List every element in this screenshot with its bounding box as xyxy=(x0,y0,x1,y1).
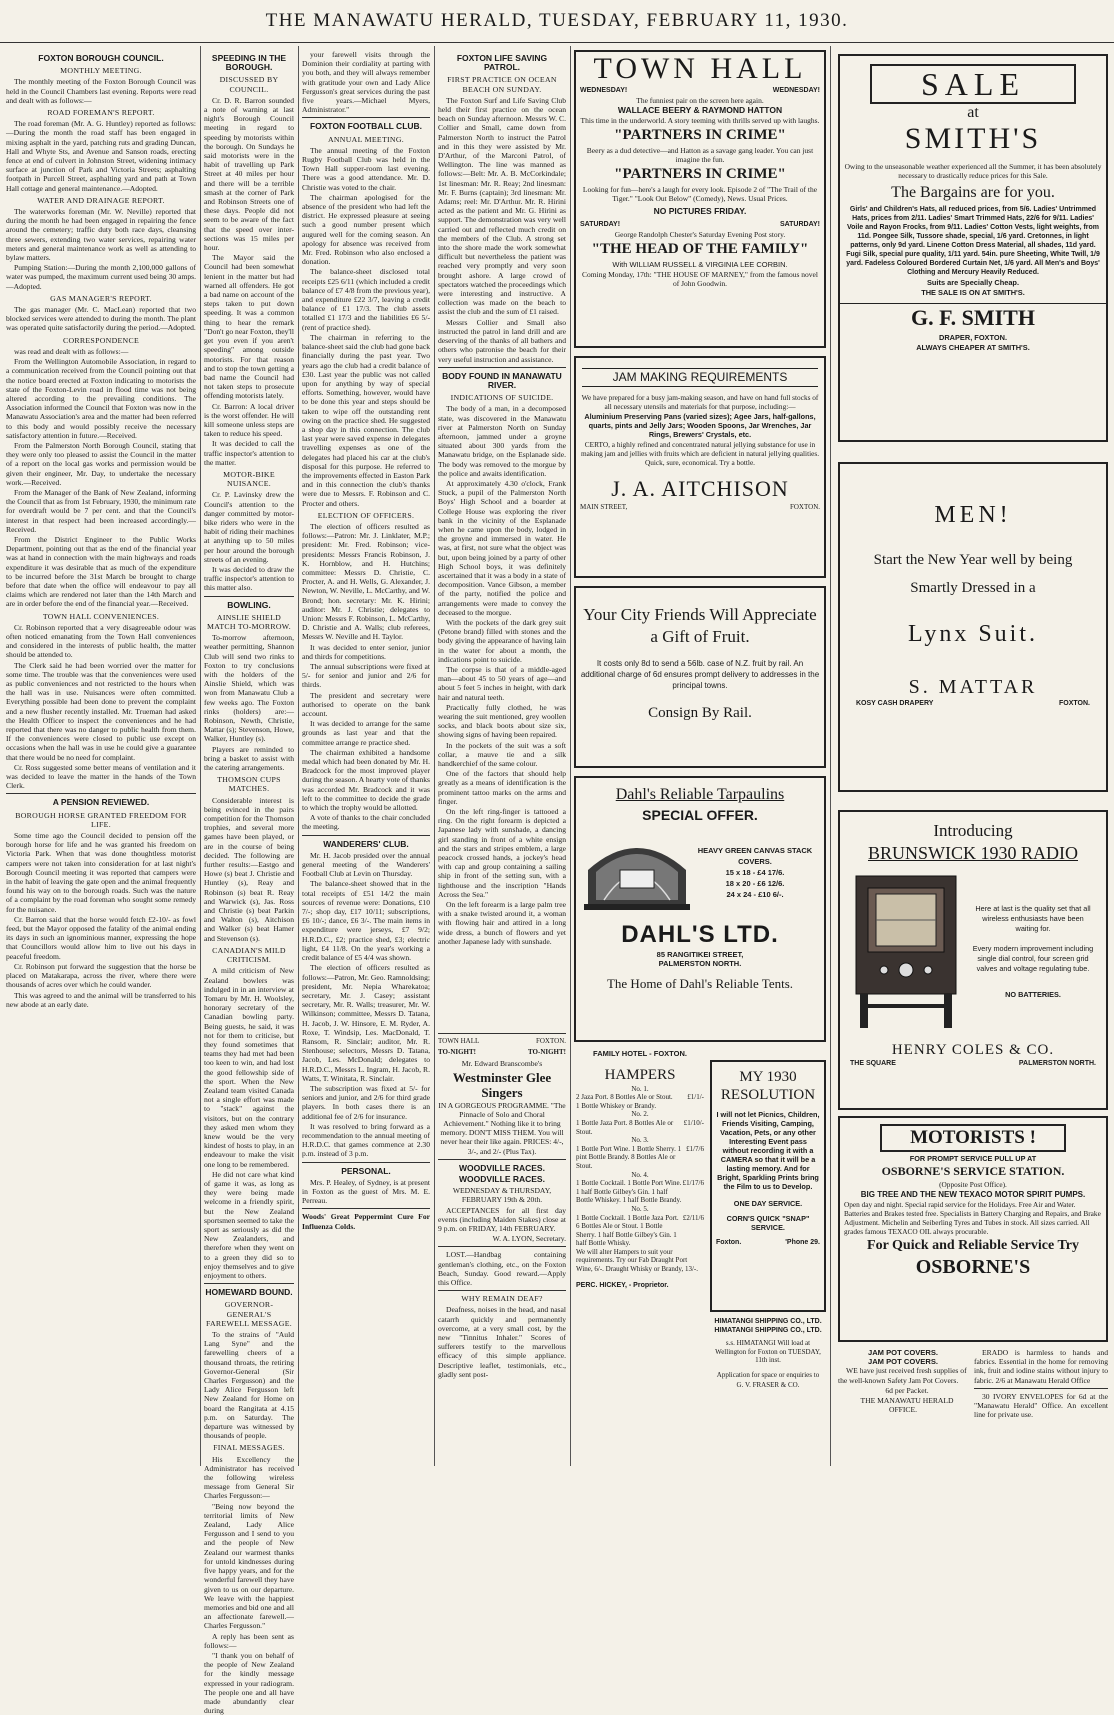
paragraph: Mr. H. Jacob presided over the annual general meeting of the Wanderers' Football Club at Levin on Thursday. xyxy=(302,850,430,879)
brunswick-radio-ad xyxy=(838,810,1108,1110)
paragraph: The chairman in referring to the balance-sheet said the club had gone back financially during the past year. Two years ago the club had a credit balance of £30. Last year the public was not called upon for anything by way of special efforts. Something, however, would have to be done this year and steps should be taken to wipe off the outstanding rent owing on the practice shed. He suggested a shop day in this connection. The club last year were saved expense in delegates travelling expenses as one of the delegates had placed his car at the club's disposal for this purpose. He referred to the improvements effected in Easton Park and in this connection the club's thanks were due to Messrs. F. Robinson and C. Procter and others. xyxy=(302,332,430,508)
masthead: THE MANAWATU HERALD, TUESDAY, FEBRUARY 11, 1930. xyxy=(0,0,1114,43)
subheadline: GAS MANAGER'S REPORT. xyxy=(50,293,152,303)
radio-cabinet-icon xyxy=(846,872,966,1032)
ad-headline: WOODVILLE RACES. xyxy=(459,1174,545,1185)
ad-text: WALLACE BEERY & RAYMOND HATTON xyxy=(617,105,783,115)
ad-name: J. A. AITCHISON xyxy=(611,476,789,501)
paragraph: He did not care what kind of game it was, as long as they were being made welcome in a friendly spirit, but the New Zealand sportsmen seemed to take the sport as seriously as did the New Zealanders, and therefore when they went on to a green they did so to enjoy themselves and to give enjoyment to others. xyxy=(204,1169,294,1280)
ad-text: (Opposite Post Office). xyxy=(939,1180,1007,1189)
ad-title: Dahl's Reliable Tarpaulins xyxy=(615,786,785,803)
subheadline: MONTHLY MEETING. xyxy=(60,66,142,76)
headline: PERSONAL. xyxy=(341,1165,391,1176)
ad-text: TO-NIGHT! xyxy=(438,1048,476,1057)
ad-place: FOXTON. xyxy=(535,1037,566,1045)
divider xyxy=(204,1283,294,1284)
ad-title: RESOLUTION xyxy=(720,1087,816,1103)
paragraph: The annual meeting of the Foxton Rugby Football Club was held in the Town Hall supper-room last evening. There was a good attendance. Mr. D. Christie was voted to the chair. xyxy=(302,145,430,192)
ad-headline: For Quick and Reliable Service Try xyxy=(867,1238,1079,1253)
paragraph: was read and dealt with as follows:— xyxy=(14,346,129,356)
column-1 xyxy=(6,50,196,1465)
subheadline: MOTOR-BIKE NUISANCE. xyxy=(223,469,275,489)
column-3 xyxy=(302,50,430,1465)
paragraph: The road foreman (Mr. A. G. Huntley) reported as follows:—During the month the road staff has been engaged in mixing asphalt in the yard, patching ruts and grading Duncan, Hall and Whyte Sts, and Avenue and Sanson roads, erecting fence at end of culvert in Johnston Street, widening intimacy surface at junction of Park and Victoria Streets; asphalting footpath in Purcell Street, asphalting yard and path at Town Hall cottage and general maintenance.—Adopted. xyxy=(6,119,196,193)
headline: WANDERERS' CLUB. xyxy=(323,838,409,849)
hamper-items: 1 Bottle Port Wine. 1 Bottle Sherry. 1 pint Bottle Brandy. 8 Bottles Ale or Stout. xyxy=(576,1144,682,1170)
paragraph: The balance-sheet disclosed total receipts £25 6/11 (which included a credit balance of £7 4/8 from the previous year), and expenditure £22 3/7, leaving a credit balance of £1 17/3. The club assets totalled £1 17/3 and the liabilities £6 5/- (rent of practice shed). xyxy=(302,267,430,332)
hamper-price: £1/1/- xyxy=(687,1093,704,1102)
ad-title: TOWN HALL xyxy=(593,52,807,85)
ad-headline: Lynx Suit. xyxy=(907,621,1039,647)
ad-headline: The Bargains are for you. xyxy=(891,183,1055,201)
ad-text: THE SALE IS ON AT SMITH'S. xyxy=(921,287,1025,297)
paragraph: With the pockets of the dark grey suit (Petone brand) filled with stones and the body giving the appearance of having lain in the water for about a month, the indications point to suicide. xyxy=(438,617,566,664)
paragraph: Cr. Ross suggested some better means of ventilation and it was decided to leave the matter in the hands of the Town Clerk. xyxy=(6,762,196,791)
divider xyxy=(438,1246,566,1247)
ad-name: HENRY COLES & CO. xyxy=(891,1042,1055,1058)
column-rule xyxy=(830,46,831,1466)
erado-ad xyxy=(974,1348,1108,1466)
ad-headline: WHY REMAIN DEAF? xyxy=(461,1294,543,1304)
hamper-price: £1/17/6 xyxy=(682,1179,704,1188)
jam-pot-covers-ad xyxy=(838,1348,968,1466)
jam-making-ad xyxy=(574,356,826,578)
ad-title: HIMATANGI SHIPPING CO., LTD. xyxy=(714,1326,822,1334)
ad-text: With WILLIAM RUSSELL & VIRGINIA LEE CORBIN. xyxy=(612,260,788,269)
ad-text: BIG TREE AND THE NEW TEXACO MOTOR SPIRIT PUMPS. xyxy=(860,1190,1086,1199)
divider xyxy=(6,793,196,794)
paragraph: Messrs Collier and Small also instructed the patrol in land drill and are deserving of the thanks of all bathers and others who patronise the beach for their very useful instruction and assistance. xyxy=(438,317,566,364)
paragraph: The body of a man, in a decomposed state, was discovered in the Manawatu river at Palmerston North on Sunday afternoon, jammed under a groyne situated about 300 yards from the Manawatu bridge, on the Esplanade side. The body was removed to the morgue by the police and awaits identification. xyxy=(438,404,566,478)
osbornes-service-station-ad xyxy=(838,1116,1108,1342)
ad-text: Here at last is the quality set that all wireless enthusiasts have been waiting for. xyxy=(975,904,1091,933)
ad-text: 'Phone 29. xyxy=(785,1239,820,1246)
ad-text: CORN'S QUICK "SNAP" SERVICE. xyxy=(726,1214,810,1232)
ad-title: HIMATANGI SHIPPING CO., LTD. xyxy=(714,1318,822,1325)
hamper-items: We will alter Hampers to suit your requirements. Try our Fab Draught Port Wine, 6/-. Draught Whisky or Brandy, 13/-. xyxy=(576,1247,699,1274)
ad-text: WEDNESDAY & THURSDAY, FEBRUARY 19th & 20th. xyxy=(452,1186,552,1205)
ad-text: NO PICTURES FRIDAY. xyxy=(653,206,747,216)
ad-headline: Westminster Glee Singers xyxy=(452,1069,552,1100)
ad-title: SALE xyxy=(870,64,1076,104)
paragraph: From the Palmerston North Borough Council, stating that they were only too pleased to assist the Council in the matter of a report on the local gas works and permission would be given their engineer, Mr. Day, to undertake the necessary work.—Received. xyxy=(6,440,196,487)
ad-name: OSBORNE'S xyxy=(915,1256,1031,1278)
ad-text: The Home of Dahl's Reliable Tents. xyxy=(606,976,794,991)
ad-text: PALMERSTON NORTH. xyxy=(1018,1060,1096,1067)
subheadline: TOWN HALL CONVENIENCES. xyxy=(42,611,160,621)
paragraph: Cr. P. Lavinsky drew the Council's attention to the danger committed by motor-bike riders who were in the habit of riding their machines at anything up to 50 miles per hour around the borough streets of an evening. xyxy=(204,490,294,564)
divider xyxy=(438,367,566,368)
column-rule xyxy=(434,46,435,1466)
paragraph: The Clerk said he had been worried over the matter for some time. The trouble was that the conveniences were used as public conveniences and not restricted to the hours when the hall was in use. Nuisances were often committed. Everything possible had been done to prevent the complaint and a new flusher recently installed. Mr. Trueman had asked the Health Officer to inspect the conveniences and he had reported that there was no danger to public health from them. If the conveniences were closed to public use except on occasions when the hall was in use he could give a guarantee that there would be no need for complaint. xyxy=(6,660,196,762)
hamper-price: £1/7/6 xyxy=(686,1144,704,1153)
subheadline: CORRESPONDENCE xyxy=(62,335,140,345)
paragraph: It was decided to call the traffic inspector's attention to the matter. xyxy=(204,439,294,467)
ad-text: SPECIAL OFFER. xyxy=(642,807,758,823)
divider xyxy=(438,1159,566,1160)
paragraph: Players are reminded to bring a basket to assist with the catering arrangements. xyxy=(204,744,294,773)
subheadline: AINSLIE SHIELD MATCH TO-MORROW. xyxy=(207,612,291,631)
paragraph: The annual subscriptions were fixed at 5/- for senior and junior and 2/6 for thirds. xyxy=(302,662,430,690)
ad-text: Aluminium Preserving Pans (varied sizes); Agee Jars, half-gallons, quarts, pints and Jelly Jars; Wooden Spoons, Jar Wrenches, Jar Rings, Brewers' Crystals, etc. xyxy=(584,412,816,439)
price-line: 15 x 18 - £4 17/6. xyxy=(725,867,785,877)
column-rule xyxy=(298,46,299,1466)
ad-text: ONE DAY SERVICE. xyxy=(733,1199,803,1208)
ad-text: SATURDAY! xyxy=(580,221,621,228)
paragraph: Cr. D. R. Barron sounded a note of warning at last night's Borough Council meeting in regard to speeding by motorists within the borough. On Sundays he said motorists were in the habit of travelling up Park Street at 40 miles per hour and there will be a terrible smash at the corner of Park and Robinson Streets one of these days. People did not seem to be aware of the fact that the speed over inter-sections was 15 miles per hour. xyxy=(204,95,294,253)
hamper-items: 2 Jaza Port. 8 Bottles Ale or Stout. xyxy=(576,1093,673,1102)
column-2 xyxy=(204,50,294,1715)
town-hall-ad xyxy=(574,50,826,348)
ad-text: Application for space or enquiries to xyxy=(716,1370,820,1379)
ad-title: Your City Friends Will Appreciate a Gift of Fruit. xyxy=(583,605,817,646)
ad-text: Beery as a dud detective—and Hatton as a savage gang leader. You can just imagine the fun. xyxy=(586,146,814,164)
paragraph: Cr. Robinson reported that a very disagreeable odour was often noticed emanating from the Town Hall conveniences and considered in the interests of public health, the matter should be attended to. xyxy=(6,622,196,660)
ad-text: ERADO is harmless to hands and fabrics. Essential in the home for removing ink, fruit and iodine stains without injury to fabric. 2/6 at Manawatu Herald Office xyxy=(974,1348,1108,1385)
divider xyxy=(974,1388,1108,1389)
ad-text: Deafness, noises in the head, and nasal catarrh quickly and permanently overcome, at a very small cost, by the new "Tinnitus Inhaler." Scores of sufferers testify to the marvellous efficacy of this simple appliance. Descriptive leaflet, testimonials, etc., gladly sent post- xyxy=(438,1305,566,1379)
paragraph: The president and secretary were authorised to operate on the bank account. xyxy=(302,690,430,719)
ad-text: MAIN STREET, xyxy=(580,503,628,511)
hamper-number: No. 3. xyxy=(631,1136,649,1145)
paragraph: It was resolved to bring forward as a recommendation to the annual meeting of H.R.D.C. that games commence at 2.30 p.m. instead of 3 p.m. xyxy=(302,1121,430,1159)
ad-text: CERTO, a highly refined and concentrated natural jellying substance for use in making jam and jellies with fruits which are deficient in natural jellying qualities. Quick, sure, economical. Try a bottle. xyxy=(580,440,820,467)
ad-title: HAMPERS xyxy=(604,1066,676,1083)
ad-text: at xyxy=(967,104,979,121)
paragraph: At approximately 4.30 o'clock, Frank Stuck, a pupil of the Palmerston North Boys' High School and a boarder at College House was exploring the river bank in the vicinity of the Esplanade when he came upon the body, lodged in the groyne and immersed in water. He was, at first, not sure what the object was but, upon being joined by a party of other High School boys, it was definitely ascertained that it was a body in a state of decomposition. Vance Gibson, a member of the party, notified the police and arrangements were made to convey the deceased to the morgue. xyxy=(438,478,566,617)
subheadline: BOROUGH HORSE GRANTED FREEDOM FOR LIFE. xyxy=(15,810,187,829)
ad-text: It costs only 8d to send a 56lb. case of N.Z. fruit by rail. An additional charge of 6d ensures prompt delivery to addresses in the principal towns. xyxy=(580,659,820,690)
paragraph: From the District Engineer to the Public Works Department, pointing out that as the end of the financial year was at hand in connection with the main highways and roads expenditure it was desirable that as much of the expenditure to be incurred before the 31st March be brought to charge before that date when the office will endeavour to pay all claims which are rendered not later than the 14th March and are in order before the end of the financial year.—Received. xyxy=(6,534,196,609)
ad-line: Woods' Great Peppermint Cure For Influenza Colds. xyxy=(302,1212,430,1231)
paragraph: The Foxton Surf and Life Saving Club held their first practice on the ocean beach on Sunday afternoon. Messrs W. C. Collier and Small, came down from Palmerston North to instruct the Patrol and in this they were assisted by Mr. D'Arthur, of the Marconi Patrol, of Wellington. The line was manned as follows:—Belt: Mr. A. B. McCorkindale; 1st linesman: Mr. R. Reay; 2nd linesman: Mr. F. Burns (captain); 3rd linesman: Mr. Adams; reel: Mr. D'Arthur. Mr. R. Hirini acted as the patient and Mr. G. Hirini as support. The demonstration was very well carried out and reflected much credit on the members of the Club. A strong set into the shore made the work somewhat difficult but nevertheless the patient was reached very promptly and very soon brought ashore. A large crowd of spectators watched the proceedings which were interesting and instructive. A collection was made on the beach to assist the club and the sum of £1 raised. xyxy=(438,95,566,317)
paragraph: Practically fully clothed, he was wearing the suit mentioned, grey woollen socks, and black boots about size six, showing signs of having been repaired. xyxy=(438,702,566,740)
headline: FOXTON FOOTBALL CLUB. xyxy=(309,121,423,132)
paragraph: Some time ago the Council decided to pension off the borough horse for life and he was granted his freedom on Victoria Park. When that was done thoughtless motorist campers were not taken into consideration for at last night's Borough Council meeting it was reported that campers were in the habit of leaving the gate open and the animal frequently found his way on to the borough roads. Such was the nature of a complaint by the road foreman who sought some remedy for the nuisance. xyxy=(6,831,196,914)
ad-text: s.s. HIMATANGI Will load at Wellington for Foxton on TUESDAY, 11th inst. xyxy=(715,1339,821,1365)
ad-text: Suits are Specially Cheap. xyxy=(926,277,1019,287)
subheadline: CANADIAN'S MILD CRITICISM. xyxy=(212,945,286,965)
column-4-ads xyxy=(438,1030,566,1465)
ad-text: I will not let Picnics, Children, Friends Visiting, Camping, Vacation, Pets, or any other Interesting Event pass without recording it with a CAMERA so that it will be a lasting memory. And for Bright, Sparkling Prints bring the Film to us to Develop. xyxy=(716,1110,820,1191)
headline: BOWLING. xyxy=(227,599,271,610)
paragraph: Considerable interest is being evinced in the pairs competition for the Thomson trophies, and several more games have been played, or are in the course of being decided. The following are further results:—Eastgo and Howe (s) beat J. Christie and Huntley (s), Reay and Robinson (s) beat R. Reay and Warwick (s), Jas. Ross and Christie (s) beat Parkin and Walton (s), Aitchison and Walker (s) beat Hamer and Stevenson (s). xyxy=(204,795,294,943)
ad-text: FOXTON. xyxy=(789,503,820,511)
hamper-number: No. 2. xyxy=(631,1110,649,1119)
subheadline: FIRST PRACTICE ON OCEAN BEACH ON SUNDAY. xyxy=(447,75,557,94)
price-line: 24 x 24 - £10 6/-. xyxy=(726,889,784,899)
ad-name: SMITH'S xyxy=(904,122,1042,155)
paragraph: From the Manager of the Bank of New Zealand, informing the Council that as from 1st February, 1930, the minimum rate for overdraft would be 7 per cent. and that the Council's interest in that respect had been increased accordingly.—Received. xyxy=(6,487,196,534)
ad-text: SATURDAY! xyxy=(779,221,820,228)
ad-text: HEAVY GREEN CANVAS STACK COVERS. xyxy=(697,845,813,866)
ad-text: 30 IVORY ENVELOPES for 6d at the "Manawatu Herald" Office. An excellent line for private use. xyxy=(974,1391,1108,1420)
paragraph: "Being now beyond the territorial limits of New Zealand, Lady Alice Fergusson and I send to you and the people of New Zealand our warmest thanks for untold kindnesses during five happy years, and for the wonderful farewell they have given to us on our departure. We leave with the happiest memories and bid one and all an affectionate farewell.—Charles Fergusson." xyxy=(204,1501,294,1631)
ad-title: MOTORISTS ! xyxy=(880,1124,1066,1152)
paragraph: The election of officers resulted as follows:—Patron, Mr. Geo. Ramnoldsing; president, Mr. Nepia Wharekatoa; secretary, Mr. J. Casey; assistant secretary, Mr. R. Walls; treasurer, Mr. W. Wilkinson; committee, Messrs D. Tatana, H. Jacob, J. W. Hinsore, E. M. Ryder, A. Roxe, T. Windsip, Les. MacDonald, T. Ransom, R. Sinclair; auditor, Mr. R. Stenhouse; selectors, Messrs D. Tatana, Jacob, Les. McDonald; delegates to H.R.D.C., Messrs L. Ingram, H. Jacob, R. Watts, T. Winitata, R. Sinclair. xyxy=(302,963,430,1083)
paragraph: A vote of thanks to the chair concluded the meeting. xyxy=(302,813,430,832)
subheadline: WATER AND DRAINAGE REPORT. xyxy=(37,195,165,205)
divider xyxy=(204,596,294,597)
paragraph: The election of officers resulted as follows:—Patron: Mr. J. Linklater, M.P.; president: Mr. Fred. Robinson; vice-presidents: Messrs Francis Robinson, J. K. Hornblow, and H. Hutchins; committee: Messrs D. Christie, C. Procter, A. and H. Wells, G. Alexander, J. Newton, W. Neville, L. McCarthy, and W. Brond; hon. secretary: Mr. K. Hirini; auditor: Mr. J. Christie; delegates to Union: Messrs F. Robinson, L. McCarthy, D. Christie and A. Walls; club referees, Messrs W. Neville and H. Taylor. xyxy=(302,521,430,642)
ad-text: Coming Monday, 17th: "THE HOUSE OF MARNEY," from the famous novel of John Goodwin. xyxy=(582,270,818,288)
subheadline: INDICATIONS OF SUICIDE. xyxy=(450,393,554,403)
paragraph: The Mayor said the Council had been somewhat lenient in the matter but had warned all offenders. He got a bad name on account of the steps taken to put down speeding. It was a common thing to hear the remark "Don't go near Foxton, they'll get you even if you aren't speeding" among outside motorists. For that reason and to stop the town getting a bad name the Council had not taken steps to prosecute offending motorists lately. xyxy=(204,253,294,401)
classified: LOST.—Handbag containing gentleman's clothing, etc., on the Foxton Beach, Sunday. Good reward.—Apply this Office. xyxy=(438,1250,566,1288)
divider xyxy=(302,1162,430,1163)
paragraph: The corpse is that of a middle-aged man—about 45 to 50 years of age—and about 5 feet 5 inches in height, with dark hair and natural teeth. xyxy=(438,665,566,702)
ad-title: BRUNSWICK 1930 RADIO xyxy=(867,843,1078,863)
paragraph: On the left ring-finger is tattooed a ring. On the right forearm is depicted a Japanese lady with sunshade, a dancing girl standing in front of a white ensign and the stars and stripes emblem, a large peacock crossed hands, a jockey's head with cap and group containing a sailing ship in front of the setting sun, with a lighthouse and the inscription "Hands Across the Sea." xyxy=(438,807,566,899)
dahls-tarpaulins-ad xyxy=(574,776,826,1042)
ad-text: We have prepared for a busy jam-making season, and have on hand full stocks of all necessary utensils and materials for that purpose, including:— xyxy=(581,393,819,411)
ad-text: Every modern improvement including single dial control, four screen grid valves and voltage regulating tube. xyxy=(972,944,1094,973)
ad-text: FOXTON. xyxy=(1059,700,1090,707)
hamper-price: £1/10/- xyxy=(683,1118,704,1127)
ad-title: TOWN HALL xyxy=(438,1037,480,1045)
ad-text: ACCEPTANCES for all first day events (including Maiden Stakes) close at 9 p.m. on FRIDAY, 14th FEBRUARY. xyxy=(438,1205,566,1234)
film-title: "THE HEAD OF THE FAMILY" xyxy=(591,241,809,257)
subheadline: ANNUAL MEETING. xyxy=(327,134,405,144)
paragraph: The subscription was fixed at 5/- for seniors and junior, and 2/6 for third grade players. In both cases there is an additional fee of 2/6 for insurance. xyxy=(302,1083,430,1121)
headline: FOXTON BOROUGH COUNCIL. xyxy=(38,53,164,63)
paragraph: It was decided to arrange for the same grounds as last year and that the committee arrange re practice shed. xyxy=(302,719,430,747)
paragraph: It was decided to enter senior, junior and thirds for competitions. xyxy=(302,642,430,661)
headline: FOXTON LIFE SAVING PATROL. xyxy=(456,53,548,73)
hamper-items: 1 Bottle Jaza Port. 8 Bottles Ale or Stout. xyxy=(576,1118,674,1136)
hamper-number: No. 5. xyxy=(631,1204,649,1213)
ad-headline: WOODVILLE RACES. xyxy=(459,1162,545,1173)
subheadline: GOVERNOR-GENERAL'S FAREWELL MESSAGE. xyxy=(205,1300,293,1328)
paragraph: In the pockets of the suit was a soft collar, a mauve tie and a silk handkerchief of the same colour. xyxy=(438,740,566,769)
paragraph: Cr. Robinson put forward the suggestion that the horse be placed on Matakarapa, across the river, where there were thousands of acres over which he could wander. xyxy=(6,961,196,990)
subheadline: ROAD FOREMAN'S REPORT. xyxy=(47,108,155,118)
paragraph: It was decided to draw the traffic inspector's attention to this matter also. xyxy=(204,564,294,593)
ad-text: The funniest pair on the screen here again. xyxy=(636,96,764,105)
ad-text: FOR PROMPT SERVICE PULL UP AT xyxy=(909,1154,1037,1163)
hamper-number: No. 4. xyxy=(631,1170,649,1179)
hamper-items: 1 Bottle Cocktail. 1 Bottle Port Wine. 1 half Bottle Gilbey's Gin. 1 half Bottle Whiskey. 1 half Bottle Brandy. xyxy=(576,1179,682,1205)
subheadline: ELECTION OF OFFICERS. xyxy=(317,510,415,520)
ad-name: OSBORNE'S SERVICE STATION. xyxy=(881,1164,1065,1178)
paragraph: Cr. Barron said that the horse would fetch £2-10/- as fowl feed, but the Mayor opposed the fatality of the animal ending its days in such an ignominious manner, expressing the hope that Councillors would allow him to live out his days in peaceful freedom. xyxy=(6,914,196,961)
subheadline: THOMSON CUPS MATCHES. xyxy=(217,775,281,794)
paragraph: The chairman apologised for the absence of the president who had left the district. He expressed pleasure at seeing such a good number present which augured well for the coming season. An apology for absence was received from Mr. Fred. Robinson who also enclosed a donation. xyxy=(302,192,430,267)
ad-text: Consign By Rail. xyxy=(648,705,752,721)
headline: HOMEWARD BOUND. xyxy=(205,1287,293,1298)
hamper-price: £2/11/6 xyxy=(682,1213,704,1222)
lynx-suit-ad xyxy=(838,462,1108,792)
hamper-items: 1 Bottle Whiskey or Brandy. xyxy=(576,1101,657,1110)
hamper-items: 1 Bottle Cocktail. 1 Bottle Jaza Port. 6 Bottles Ale or Stout. 1 Bottle Sherry. 1 half Bottle Gilbey's Gin. 1 half Bottle Whisky. xyxy=(576,1213,679,1248)
ad-name: DAHL'S LTD. xyxy=(621,921,779,948)
divider xyxy=(438,1290,566,1291)
paragraph: A mild criticism of New Zealand bowlers was indulged in in an interview at Tomaru by Mr. H. Woolsley, honorary secretary of the Canadian bowling party. Being guests, he said, it was not for them to criticise, but they found sometimes that teams they had met had been too keen to win, and had lost the good fellowship side of the sport. When the New Zealand team visited Canada not a single effort was made to "stack" against the visitors, but on the contrary they asked men whom they knew would be the very kindest of hosts to play, in an endeavour to make the visit one long to be remembered. xyxy=(204,966,294,1169)
paragraph: To-morrow afternoon, weather permitting, Shannon Club will send two rinks to Foxton to try conclusions with the holders of the Ainslie Shield, which was won from Manawatu Club a few weeks ago. The Foxton rinks (holders) are:—Robinson, Newth, Christie, Mattar (s); Stevenson, Howe, Walker, Huntley (s). xyxy=(204,633,294,744)
ad-text: W. A. LYON, Secretary. xyxy=(492,1234,566,1244)
shipping-notice xyxy=(710,1318,826,1465)
subheadline: DISCUSSED BY COUNCIL. xyxy=(219,75,279,94)
paragraph: The chairman exhibited a handsome medal which had been donated by Mr. H. Bradcock for the most improved player during the season. A hearty vote of thanks was accorded Mr. Bradcock and it was left to the committee to decide the grade to which the trophy would be allotted. xyxy=(302,747,430,813)
headline: BODY FOUND IN MANAWATU RIVER. xyxy=(442,370,562,390)
ad-text: TO-NIGHT! xyxy=(528,1048,566,1057)
ad-title: JAM POT COVERS. xyxy=(867,1357,939,1367)
ad-text: THE SQUARE xyxy=(850,1060,896,1067)
ad-text: Foxton. xyxy=(716,1239,742,1246)
ad-name: S. MATTAR xyxy=(908,676,1038,698)
column-rule xyxy=(200,46,201,1466)
ad-text: 85 RANGITIKEI STREET, xyxy=(656,950,744,959)
ad-text: KOSY CASH DRAPERY xyxy=(856,700,934,707)
paragraph: your farewell visits through the Dominion their cordiality at parting with you both, and they will always remember with gratitude your own and Lady Alice Fergusson's great services during the past five years.—Michael Myers, Administrator." xyxy=(302,50,430,115)
ad-signature: PERC. HICKEY, - Proprietor. xyxy=(576,1281,669,1289)
headline: A PENSION REVIEWED. xyxy=(52,797,150,808)
paragraph: This was agreed to and the animal will be transferred to his new abode at an early date. xyxy=(6,990,196,1009)
ad-text: Owing to the unseasonable weather experienced all the Summer, it has been absolutely necessary to drastically reduce prices for this Sale. xyxy=(844,162,1102,181)
ad-text: NO BATTERIES. xyxy=(1005,990,1061,999)
ad-text: George Randolph Chester's Saturday Evening Post story. xyxy=(614,230,786,239)
paragraph: "I thank you on behalf of the people of New Zealand for the kindly message expressed in your radiogram. The people one and all have made abundantly clear during xyxy=(204,1650,294,1715)
ad-text: WE have just received fresh supplies of the well-known Safety Jam Pot Covers. xyxy=(838,1366,967,1385)
paragraph: His Excellency the Administrator has received the following wireless message from General Sir Charles Fergusson:— xyxy=(204,1454,294,1501)
paragraph: Cr. Barron: A local driver is the worst offender. He will kill someone unless steps are taken to reduce his speed. xyxy=(204,401,294,439)
divider xyxy=(302,1208,430,1209)
paragraph: One of the factors that should help greatly as a means of identification is the prominent tattoo marks on the arms and finger. xyxy=(438,769,566,806)
ad-text: Open day and night. Special rapid service for the Holidays. Free Air and Water. Batteries and Brakes tested free. Specialists in Battery Charging and Repairs, and Brake Adjustment. Michelin and Seiberling Tyres and Tubes in stock. All sizes carried. All grades famous TEXACO OIL always procurable. xyxy=(844,1200,1101,1236)
paragraph: The balance-sheet showed that in the total receipts of £51 14/2 the main sources of revenue were: Donations, £10 7/-; shop day, £17 10/11; subscriptions, £6 10/-; dance, £6 3/-. The main items in expenditure were jerseys, £7 9/2; H.R.D.C., £2; practice shed, £3; electric light, £4 11/8. On the year's working a credit balance of £5 4/4 was shown. xyxy=(302,879,430,963)
tarpaulin-stack-icon xyxy=(582,830,692,914)
hamper-number: No. 1. xyxy=(631,1084,649,1093)
ad-text: IN A GORGEOUS PROGRAMME. "The Pinnacle of Solo and Choral Achievement." Nothing like it to bring memory. DON'T MISS THEM. You will never hear their like again. PRICES: 4/-, 3/-, and 2/- (Plus Tax). xyxy=(438,1100,566,1156)
paragraph: Mrs. P. Healey, of Sydney, is at present in Foxton as the guest of Mrs. M. E. Perreau. xyxy=(302,1177,430,1206)
hampers-ad xyxy=(574,1050,706,1465)
ad-text: DRAPER, FOXTON. xyxy=(938,333,1008,343)
paragraph: The monthly meeting of the Foxton Borough Council was held in the Council Chambers last evening. Reports were read and dealt with as follows:— xyxy=(6,77,196,105)
ad-text: ALWAYS CHEAPER AT SMITH'S. xyxy=(916,343,1030,353)
paragraph: The gas manager (Mr. C. MacLean) reported that two blocked services were attended to during the month. The plant was operated quite satisfactorily during the period.—Adopted. xyxy=(6,305,196,333)
ad-text: Start the New Year well by being Smartly Dressed in a xyxy=(873,552,1073,596)
subheadline: FINAL MESSAGES. xyxy=(213,1443,285,1453)
ad-signature: G. V. FRASER & CO. xyxy=(736,1380,800,1389)
divider xyxy=(438,1033,566,1034)
ad-name: G. F. SMITH xyxy=(840,303,1106,332)
paragraph: From the Wellington Automobile Association, in regard to a communication received from the Council pointing out that the notice board erected at Foxton indicating to motorists the state of the Foxton-Levin road in flood time was not being altered according to the prevailing conditions. The Association informed the Council that Foxton was now in the Manawatu Association's area and the matter had been referred to this body and would possibly receive the necessary satisfactory attention in future.—Received. xyxy=(6,357,196,440)
film-title: "PARTNERS IN CRIME" xyxy=(614,127,786,143)
ad-text: Looking for fun—here's a laugh for every look. Episode 2 of "The Trail of the Tiger." "Look Out Below" (Comedy), News. Usual Prices. xyxy=(582,185,818,203)
ad-title: Introducing xyxy=(933,821,1013,840)
ad-text: WEDNESDAY! xyxy=(772,87,820,94)
smiths-sale-ad xyxy=(838,54,1108,442)
ad-title: JAM POT COVERS. xyxy=(867,1348,939,1357)
ad-text: This time in the underworld. A story teeming with thrills served up with laughs. xyxy=(580,116,820,125)
rail-fruit-ad xyxy=(574,586,826,768)
column-rule xyxy=(570,46,571,1466)
ad-text: 6d per Packet. xyxy=(885,1385,929,1395)
paragraph: On the left forearm is a large palm tree with a snake twisted around it, a woman with flowing hair and attired in a long wide dress, a bunch of flowers and yet another Japanese lady with sunshade. xyxy=(438,900,566,946)
ad-text: FAMILY HOTEL - FOXTON. xyxy=(593,1049,687,1058)
paragraph: The waterworks foreman (Mr. W. Neville) reported that during the month he had been engaged in repairing the fence around the cemetery; traffic duty both race days, cleansing three sewers, extending two water services, repairing water meters and general maintenance work as well as attending to bylaw matters. xyxy=(6,207,196,263)
ad-text: Girls' and Children's Hats, all reduced prices, from 5/6. Ladies' Untrimmed Hats, prices from 2/11. Ladies' Smart Trimmed Hats, 22/6 for 9/11. Ladies' Voile and Rayon Frocks, from 9/11. Ladies' Cotton Vests, light weights, from 11d. Pongee Silk, Tussore shade, special, 1/6 yard. Cretonnes, in light patterns, only 9d yard. Linene Cotton Dress Material, all shades, 11d yard. Fugi Silk, special pure quality, 1/11 yard. 54in. pure Sheeting, White Twill, 1/9 yard. Fadeless Coloured Bordered Curtain Net, 1/6 yard. All Men's and Boys' Clothing and Mercury Heavily Reduced. xyxy=(846,205,1100,276)
divider xyxy=(302,117,430,118)
ad-text: PALMERSTON NORTH. xyxy=(658,959,742,968)
headline: SPEEDING IN THE BOROUGH. xyxy=(211,53,287,73)
camera-resolution-ad xyxy=(710,1060,826,1312)
divider xyxy=(302,835,430,836)
ad-text: THE MANAWATU HERALD OFFICE. xyxy=(860,1396,954,1415)
ad-title: MEN! xyxy=(934,502,1012,528)
paragraph: Pumping Station:—During the month 2,100,000 gallons of water was pumped, the maximum current used being 30 amps.—Adopted. xyxy=(6,263,197,291)
paragraph: To the strains of "Auld Lang Syne" and the farewelling cheers of a thousand throats, the retiring Governor-General (Sir Charles Fergusson) and the Lady Alice Fergusson left New Zealand for Home on board the Rangitata at 4.15 p.m. on Saturday. The departure was witnessed by thousands of people. xyxy=(204,1330,294,1441)
paragraph: A reply has been sent as follows:— xyxy=(204,1631,294,1650)
film-title: "PARTNERS IN CRIME" xyxy=(614,166,786,182)
ad-title: JAM MAKING REQUIREMENTS xyxy=(582,368,818,387)
ad-text: Mr. Edward Branscombe's xyxy=(461,1059,543,1069)
price-line: 18 x 20 - £6 12/6. xyxy=(725,878,785,888)
ad-title: MY 1930 xyxy=(739,1069,797,1085)
ad-text: WEDNESDAY! xyxy=(580,87,628,94)
